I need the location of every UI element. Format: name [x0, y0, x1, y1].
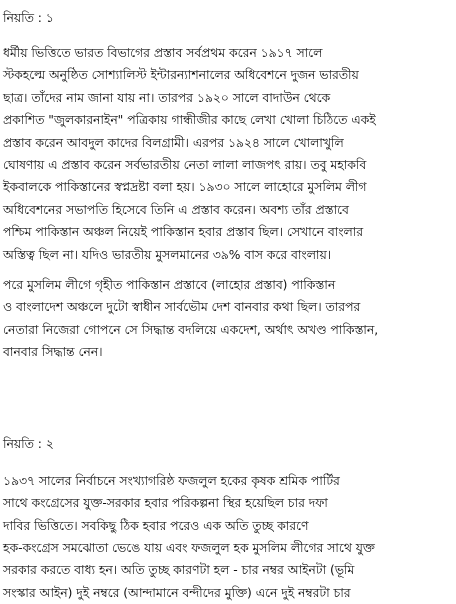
text-line: প্রকাশিত "জুলকারনাইন" পত্রিকায় গান্ধীজীর কাছে লেখা খোলা চিঠিতে একই — [3, 113, 376, 128]
text-line: ধর্মীয় ভিত্তিতে ভারত বিভাগের প্রস্তাব সর্বপ্রথম করেন ১৯১৭ সালে — [3, 46, 323, 60]
section-1-heading: নিয়তি : ১ — [3, 11, 54, 25]
text-line: পরে মুসলিম লীগে গৃহীত পাকিস্তান প্রস্তাবে (লাহোর প্রস্তাব) পাকিস্তান — [3, 278, 336, 293]
text-line: ছাত্র। তাঁদের নাম জানা যায় না। তারপর ১৯২০ সালে বাদাউন থেকে — [3, 90, 331, 105]
text-line: প্রস্তাব করেন আবদুল কাদের বিলগ্রামী। এরপর ১৯২৪ সালে খোলাখুলি — [3, 135, 344, 150]
spacer — [3, 364, 453, 430]
text-line: ১৯৩৭ সালের নির্বাচনে সংখ্যাগরিষ্ঠ ফজলুল হকের কৃষক শ্রমিক পার্টির — [3, 473, 340, 488]
text-line: অস্তিত্ব ছিল না। যদিও ভারতীয় মুসলমানের ৩৯% বাস করে বাংলায়। — [3, 247, 332, 262]
section-1-paragraph-2 — [3, 274, 453, 364]
text-line: সাথে কংগ্রেসের যুক্ত-সরকার হবার পরিকল্পনা স্থির হয়েছিল চার দফা — [3, 496, 328, 511]
spacer — [3, 32, 453, 42]
text-line: ঘোষণায় এ প্রস্তাব করেন সর্বভারতীয় নেতা লালা লাজপৎ রায়। তবু মহাকবি — [3, 158, 367, 173]
spacer — [3, 458, 453, 470]
text-line: ইকবালকে পাকিস্তানের স্বপ্নদ্রষ্টা বলা হয়। ১৯৩০ সালে লাহোরে মুসলিম লীগ — [3, 180, 367, 195]
text-line: হক-কংগ্রেস সমঝোতা ভেঙে যায় এবং ফজলুল হক মুসলিম লীগের সাথে যুক্ত — [3, 540, 375, 555]
section-1-paragraph-1 — [3, 42, 453, 266]
text-line: স্টকহল্মে অনুষ্ঠিত সোশ্যালিস্ট ইন্টারন্যাশনালের অধিবেশনে দুজন ভারতীয় — [3, 68, 359, 83]
text-line: সরকার করতে বাধ্য হন। অতি তুচ্ছ কারণটা হল - চার নম্বর আইনটা (ভূমি — [3, 563, 355, 578]
text-line: নেতারা নিজেরা গোপনে সে সিদ্ধান্ত বদলিয়ে একদেশ, অর্থাৎ অখণ্ড পাকিস্তান, — [3, 322, 379, 337]
text-line: বানবার সিদ্ধান্ত নেন। — [3, 345, 103, 360]
text-line: দাবির ভিত্তিতে। সবকিছু ঠিক হবার পরেও এক অতি তুচ্ছ কারণে — [3, 518, 309, 533]
text-line: অধিবেশনের সভাপতি হিসেবে তিনি এ প্রস্তাব করেন। অবশ্য তাঁর প্রস্তাবে — [3, 202, 349, 217]
text-line: সংস্কার আইন) দুই নম্বরে (আন্দামানে বন্দীদের মুক্তি) এনে দুই নম্বরটা চার — [3, 585, 351, 600]
section-2-heading: নিয়তি : ২ — [3, 436, 54, 451]
text-line: পশ্চিম পাকিস্তান অঞ্চল নিয়েই পাকিস্তান হবার প্রস্তাব ছিল। সেখানে বাংলার — [3, 225, 364, 240]
spacer — [3, 266, 453, 274]
text-line: ও বাংলাদেশ অঞ্চলে দুটো স্বাধীন সার্বভৌম দেশ বানবার কথা ছিল। তারপর — [3, 300, 361, 315]
